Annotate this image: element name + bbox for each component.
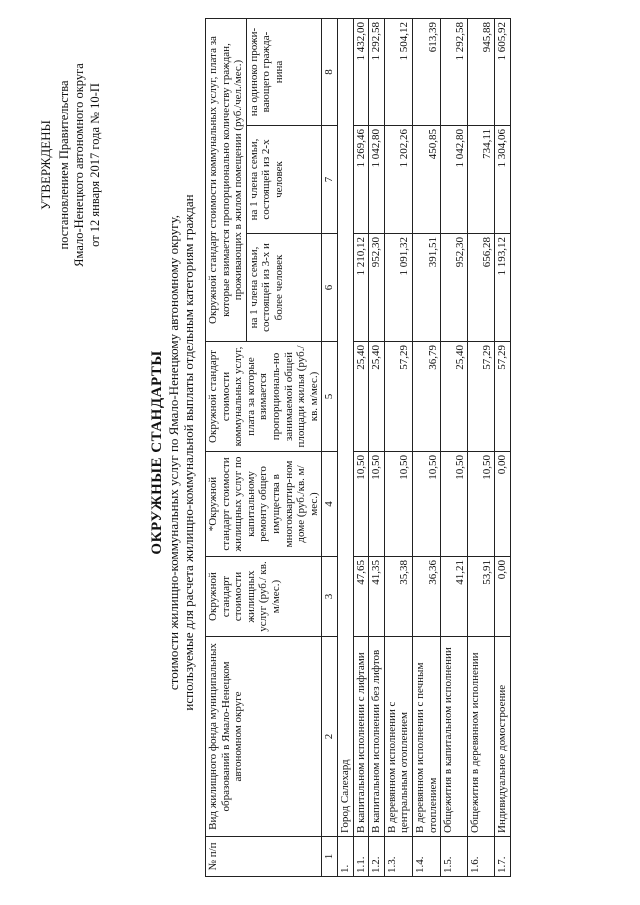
- approval-line: от 12 января 2017 года № 10-П: [87, 83, 102, 247]
- document-subtitle: используемые для расчета жилищно-коммунальной выплаты отдельным категориям граждан: [181, 194, 196, 711]
- column-number: 8: [322, 19, 338, 126]
- cell-value: 57,29: [384, 342, 412, 452]
- cell-value: 1 042,80: [441, 126, 468, 234]
- column-number: 2: [322, 637, 338, 837]
- cell-value: 1 504,12: [384, 19, 412, 126]
- cell-value: 10,50: [384, 452, 412, 557]
- table-row: [412, 19, 440, 877]
- approval-line: постановлением Правительства: [56, 80, 71, 250]
- cell-value: 41,35: [369, 557, 385, 637]
- document-subtitle: стоимости жилищно-коммунальных услуг по Ямало-Ненецкому автономному округу,: [166, 214, 181, 691]
- cell-value: 656,28: [468, 234, 495, 342]
- cell-value: 1 042,80: [369, 126, 385, 234]
- cell-value: 25,40: [353, 342, 369, 452]
- document-title: ОКРУЖНЫЕ СТАНДАРТЫ: [149, 350, 165, 555]
- header-cell: на 1 члена семьи, состоящей из 2-х человек: [246, 126, 322, 234]
- row-name: В капитальном исполнении без лифтов: [369, 637, 385, 837]
- row-index: 1.4.: [412, 837, 440, 877]
- table-row: [384, 19, 412, 877]
- cell-value: 391,51: [412, 234, 440, 342]
- row-index: 1.2.: [369, 837, 385, 877]
- cell-value: 25,40: [369, 342, 385, 452]
- table-row: [468, 19, 495, 877]
- row-name: В капитальном исполнении с лифтами: [353, 637, 369, 837]
- row-name: В деревянном исполнении с центральным отоплением: [384, 637, 412, 837]
- row-index: 1.1.: [353, 837, 369, 877]
- row-index: 1.3.: [384, 837, 412, 877]
- row-index: 1.5.: [441, 837, 468, 877]
- cell-value: 25,40: [441, 342, 468, 452]
- table-row: [441, 19, 468, 877]
- cell-value: 734,11: [468, 126, 495, 234]
- document-title-block: [148, 0, 196, 905]
- cell-value: 10,50: [412, 452, 440, 557]
- cell-value: 47,65: [353, 557, 369, 637]
- header-cell: *Окружной стандарт стоимости жилищных услуг по капитальному ремонту общего имущества в многоквартир-ном доме (руб./кв. м/мес.): [206, 452, 322, 557]
- cell-value: 1 292,58: [369, 19, 385, 126]
- cell-value: 57,29: [495, 342, 511, 452]
- cell-value: 1 202,26: [384, 126, 412, 234]
- cell-value: 613,39: [412, 19, 440, 126]
- standards-table: [205, 18, 511, 877]
- table-row: [369, 19, 385, 877]
- cell-value: 952,30: [441, 234, 468, 342]
- row-index: 1.7.: [495, 837, 511, 877]
- cell-value: 36,36: [412, 557, 440, 637]
- section-row: [337, 19, 353, 877]
- cell-value: 952,30: [369, 234, 385, 342]
- header-cell: Вид жилищного фонда муниципальных образований в Ямало-Ненецком автономном округе: [206, 637, 322, 837]
- section-name: Город Салехард: [337, 19, 353, 837]
- header-cell: на одиноко прожи-вающего гражда-нина: [246, 19, 322, 126]
- column-number: 1: [322, 837, 338, 877]
- approval-heading: УТВЕРЖДЕНЫ: [38, 120, 53, 210]
- row-name: Общежития в капитальном исполнении: [441, 637, 468, 837]
- column-number: 3: [322, 557, 338, 637]
- header-cell: Окружной стандарт стоимости жилищных услуг (руб./ кв. м/мес.): [206, 557, 322, 637]
- row-name: В деревянном исполнении с печным отоплением: [412, 637, 440, 837]
- cell-value: 1 210,12: [353, 234, 369, 342]
- table-row: [495, 19, 511, 877]
- table-row: [353, 19, 369, 877]
- cell-value: 1 091,32: [384, 234, 412, 342]
- cell-value: 41,21: [441, 557, 468, 637]
- cell-value: 0,00: [495, 452, 511, 557]
- section-index: 1.: [337, 837, 353, 877]
- cell-value: 57,29: [468, 342, 495, 452]
- cell-value: 1 292,58: [441, 19, 468, 126]
- column-number: 7: [322, 126, 338, 234]
- table-header-row: [206, 19, 247, 877]
- cell-value: 1 269,46: [353, 126, 369, 234]
- cell-value: 1 304,06: [495, 126, 511, 234]
- cell-value: 10,50: [353, 452, 369, 557]
- row-index: 1.6.: [468, 837, 495, 877]
- row-name: Общежития в деревянном исполнении: [468, 637, 495, 837]
- cell-value: 35,38: [384, 557, 412, 637]
- cell-value: 36,79: [412, 342, 440, 452]
- cell-value: 945,88: [468, 19, 495, 126]
- approval-line: Ямало-Ненецкого автономного округа: [72, 63, 86, 267]
- header-group-cell: Окружной стандарт стоимости коммунальных услуг, плата за которые взимается пропорционально количеству граждан, проживающих в жилом помещении (руб./чел./мес.): [206, 19, 247, 342]
- header-cell: № п/п: [206, 837, 322, 877]
- cell-value: 0,00: [495, 557, 511, 637]
- column-number-row: [322, 19, 338, 877]
- column-number: 5: [322, 342, 338, 452]
- cell-value: 10,50: [441, 452, 468, 557]
- cell-value: 10,50: [468, 452, 495, 557]
- cell-value: 1 193,12: [495, 234, 511, 342]
- header-cell: Окружной стандарт стоимости коммунальных услуг, плата за которые взимается пропорциональ-но занимаемой общей площади жилья (руб./кв. м/мес.): [206, 342, 322, 452]
- cell-value: 53,91: [468, 557, 495, 637]
- cell-value: 10,50: [369, 452, 385, 557]
- cell-value: 450,85: [412, 126, 440, 234]
- column-number: 6: [322, 234, 338, 342]
- cell-value: 1 605,92: [495, 19, 511, 126]
- column-number: 4: [322, 452, 338, 557]
- approval-stamp: [38, 20, 103, 310]
- header-cell: на 1 члена семьи, состоящей из 3-х и более человек: [246, 234, 322, 342]
- row-name: Индивидуальное домостроение: [495, 637, 511, 837]
- cell-value: 1 432,00: [353, 19, 369, 126]
